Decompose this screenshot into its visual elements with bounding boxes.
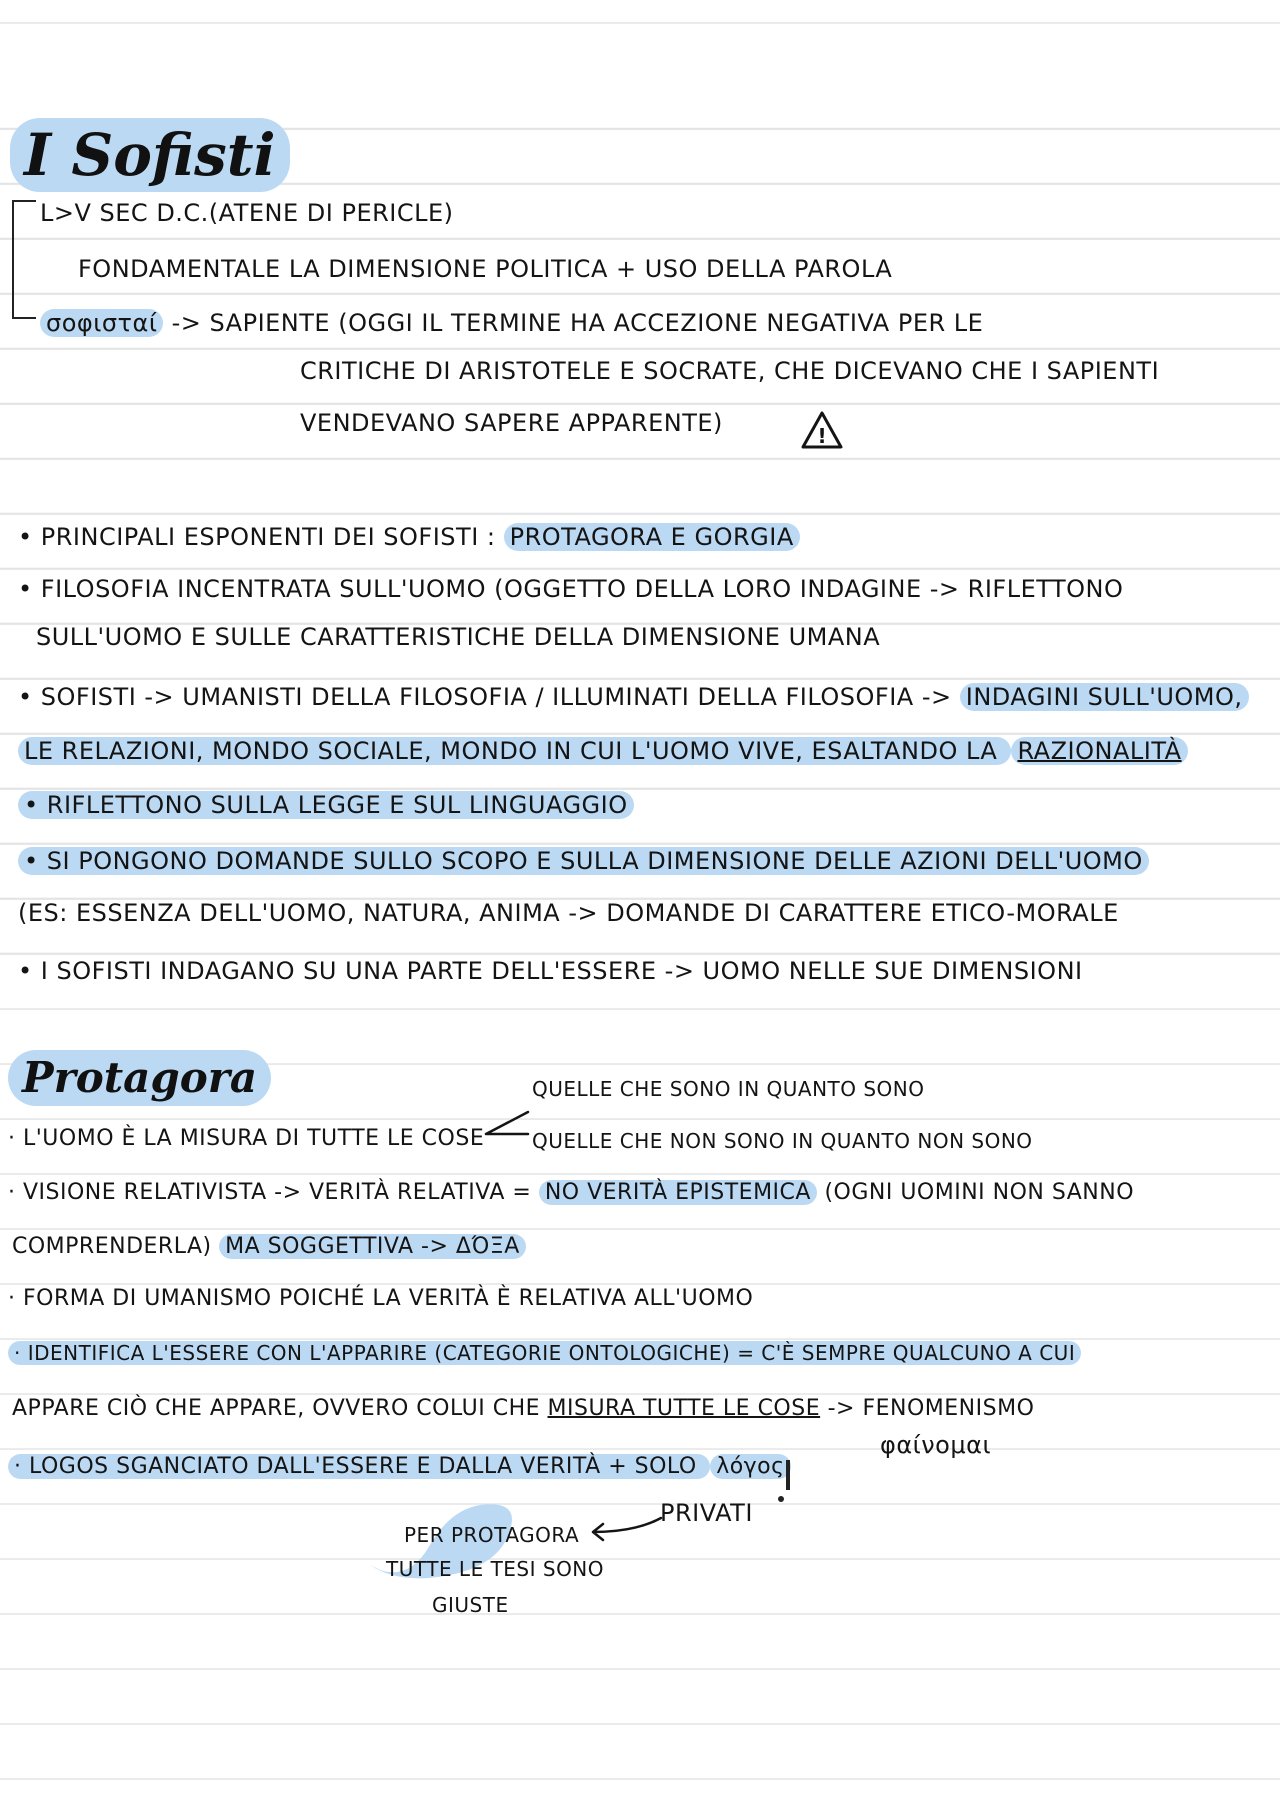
warning-icon — [800, 410, 844, 450]
highlighted-text: • RIFLETTONO SULLA LEGGE E SUL LINGUAGGIO — [18, 791, 634, 819]
underlined-text: RAZIONALITÀ — [1011, 737, 1187, 765]
section-title-protagora: Protagora — [8, 1050, 271, 1106]
note-text: • PRINCIPALI ESPONENTI DEI SOFISTI : — [18, 523, 504, 551]
annotation-note: GIUSTE — [432, 1593, 509, 1617]
fork-bottom-text: QUELLE CHE NON SONO IN QUANTO NON SONO — [532, 1129, 1033, 1153]
emphasis-bar — [786, 1460, 790, 1490]
highlighted-text: · LOGOS SGANCIATO DALL'ESSERE E DALLA VERITÀ + SOLO — [8, 1454, 710, 1479]
bullet-line: • I SOFISTI INDAGANO SU UNA PARTE DELL'ESSERE -> UOMO NELLE SUE DIMENSIONI — [18, 957, 1083, 985]
note-line: CRITICHE DI ARISTOTELE E SOCRATE, CHE DICEVANO CHE I SAPIENTI — [300, 357, 1160, 385]
note-text: COMPRENDERLA) — [12, 1234, 220, 1259]
bullet-line-cont: (ES: ESSENZA DELL'UOMO, NATURA, ANIMA -> DOMANDE DI CARATTERE ETICO-MORALE — [18, 899, 1119, 927]
bullet-line — [18, 680, 1249, 714]
bullet-line — [8, 1176, 1134, 1210]
highlighted-text: PROTAGORA E GORGIA — [504, 523, 800, 551]
bullet-line-cont: SULL'UOMO E SULLE CARATTERISTICHE DELLA DIMENSIONE UMANA — [36, 623, 881, 651]
annotation-note: PER PROTAGORA — [404, 1523, 580, 1547]
greek-term: σοφισταί — [40, 309, 163, 337]
note-line — [40, 306, 983, 340]
note-text: -> FENOMENISMO — [820, 1396, 1035, 1421]
bracket-connector — [12, 200, 36, 319]
fork-top-text: QUELLE CHE SONO IN QUANTO SONO — [532, 1077, 925, 1101]
highlighted-text: INDAGINI SULL'UOMO, — [960, 683, 1249, 711]
annotation-text: PRIVATI — [660, 1499, 753, 1527]
bullet-line-cont — [12, 1230, 526, 1264]
note-text: (OGNI UOMINI NON SANNO — [816, 1180, 1135, 1205]
fork-connector-icon — [482, 1102, 532, 1152]
note-text: -> SAPIENTE (OGGI IL TERMINE HA ACCEZIONE NEGATIVA PER LE — [171, 309, 984, 337]
highlighted-text: MA SOGGETTIVA -> ΔΌΞΑ — [219, 1234, 526, 1259]
annotation-note: TUTTE LE TESI SONO — [386, 1557, 605, 1581]
underlined-text: MISURA TUTTE LE COSE — [547, 1396, 821, 1421]
bullet-line: · FORMA DI UMANISMO POICHÉ LA VERITÀ È RELATIVA ALL'UOMO — [8, 1286, 754, 1311]
bullet-line — [18, 844, 1149, 878]
note-text: • SOFISTI -> UMANISTI DELLA FILOSOFIA / ILLUMINATI DELLA FILOSOFIA -> — [18, 683, 960, 711]
highlighted-text: NO VERITÀ EPISTEMICA — [539, 1180, 817, 1205]
note-line: L>V SEC D.C.(ATENE DI PERICLE) — [40, 199, 454, 227]
bullet-line: · L'UOMO È LA MISURA DI TUTTE LE COSE — [8, 1126, 485, 1151]
bullet-line — [18, 520, 800, 554]
bullet-line: • FILOSOFIA INCENTRATA SULL'UOMO (OGGETTO DELLA LORO INDAGINE -> RIFLETTONO — [18, 575, 1124, 603]
highlighted-text: • SI PONGONO DOMANDE SULLO SCOPO E SULLA DIMENSIONE DELLE AZIONI DELL'UOMO — [18, 847, 1149, 875]
section-title-sofisti: I Sofisti — [10, 118, 290, 192]
greek-term: φαίνομαι — [880, 1431, 992, 1459]
note-text: · VISIONE RELATIVISTA -> VERITÀ RELATIVA = — [8, 1180, 539, 1205]
bullet-line — [8, 1336, 1081, 1370]
highlighted-text: · IDENTIFICA L'ESSERE CON L'APPARIRE (CATEGORIE ONTOLOGICHE) = C'È SEMPRE QUALCUNO A CUI — [8, 1341, 1081, 1365]
warning-mark: ! — [817, 424, 827, 448]
note-line: VENDEVANO SAPERE APPARENTE) — [300, 409, 723, 437]
greek-term: λόγος — [710, 1454, 790, 1479]
highlighted-text: LE RELAZIONI, MONDO SOCIALE, MONDO IN CUI L'UOMO VIVE, ESALTANDO LA — [18, 737, 1011, 765]
emphasis-dot — [778, 1496, 784, 1502]
bullet-line — [8, 1450, 791, 1484]
bullet-line-cont — [12, 1392, 1034, 1426]
bullet-line-cont — [18, 734, 1188, 768]
note-text: APPARE CIÒ CHE APPARE, OVVERO COLUI CHE — [12, 1396, 548, 1421]
arrow-left-icon — [585, 1508, 665, 1544]
note-line: FONDAMENTALE LA DIMENSIONE POLITICA + USO DELLA PAROLA — [78, 255, 893, 283]
bullet-line — [18, 788, 634, 822]
